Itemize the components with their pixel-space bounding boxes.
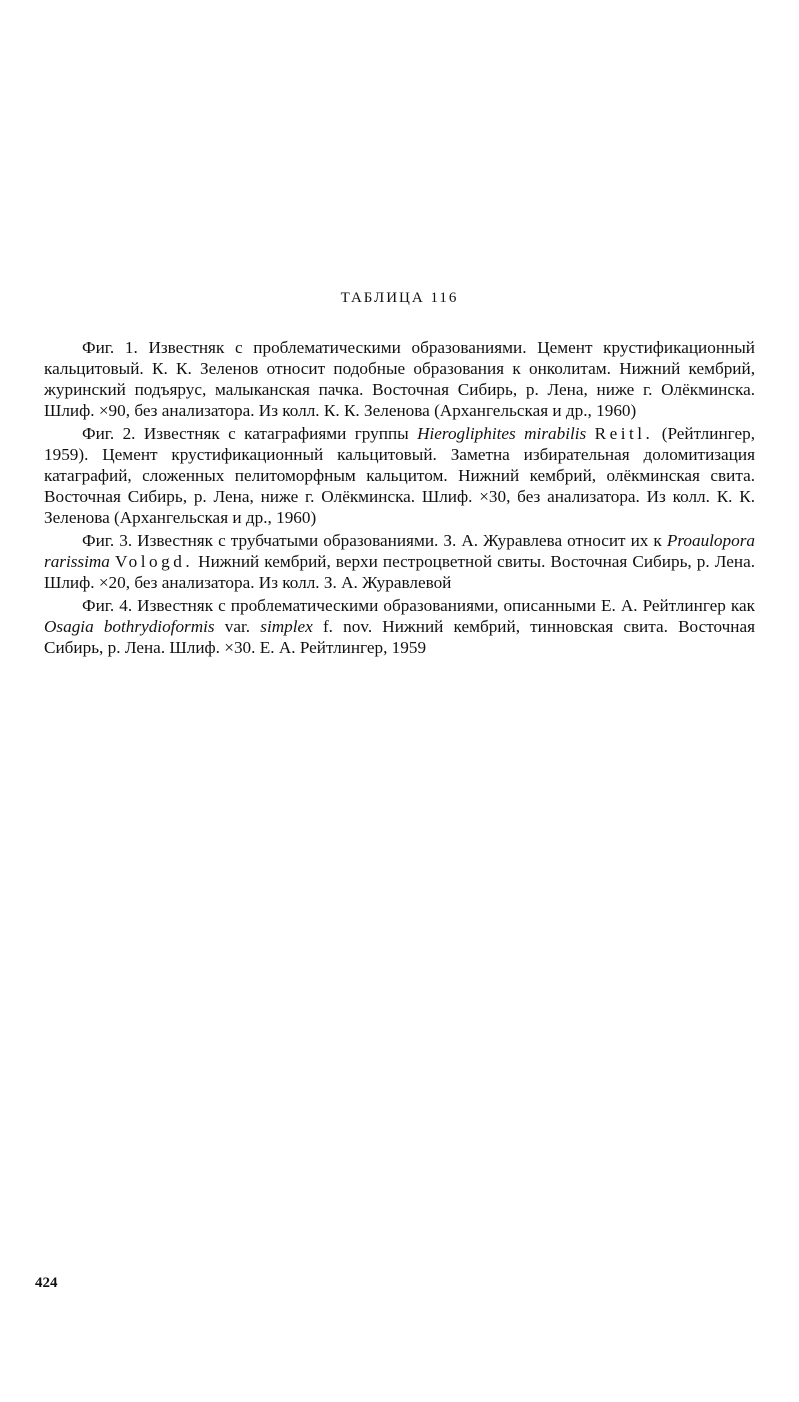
taxon-author: Reitl.: [594, 424, 654, 443]
caption-text: Нижний кембрий, верхи пестроцветной свиты. Восточная Сибирь, р. Лена. Шлиф. ×20, без анализатора. Из колл. З. А. Журавлевой: [44, 552, 755, 592]
figure-caption-4: [44, 595, 755, 658]
taxon-author: Vologd.: [114, 552, 194, 571]
figure-caption-2: [44, 423, 755, 528]
caption-text: Фиг. 2. Известняк с катаграфиями группы: [82, 424, 418, 443]
page-number: 424: [35, 1275, 58, 1291]
caption-text: f. nov. Нижний кембрий, тинновская свита. Восточная Сибирь, р. Лена. Шлиф. ×30. Е. А. Рейтлингер, 1959: [44, 617, 756, 657]
taxon-name: Hierogliphites mirabilis: [417, 424, 587, 443]
page-title: ТАБЛИЦА 116: [340, 290, 459, 306]
caption-text: var.: [214, 617, 261, 636]
taxon-name: Proaulopora rarissima: [44, 531, 755, 571]
taxon-name: Osagia bothrydioformis: [44, 617, 215, 636]
caption-text: [586, 424, 594, 443]
taxon-variety: simplex: [260, 617, 313, 636]
figure-caption-3: [44, 530, 755, 593]
figure-captions: [44, 337, 755, 660]
caption-text: Фиг. 3. Известняк с трубчатыми образованиями. З. А. Журавлева относит их к: [82, 531, 667, 550]
caption-text: Фиг. 4. Известняк с проблематическими образованиями, описанными Е. А. Рейтлингер как: [82, 596, 755, 615]
caption-text: (Рейтлингер, 1959). Цемент крустификационный кальцитовый. Заметна избирательная доломитизация катаграфий, сложенных пелитоморфным кальцитом. Нижний кембрий, олёкминская свита. Восточная Сибирь, р. Лена, ниже г. Олёкминска. Шлиф. ×30, без анализатора. Из колл. К. К. Зеленова (Архангельская и др., 1960): [44, 424, 755, 527]
caption-text: Фиг. 1. Известняк с проблематическими образованиями. Цемент крустификационный кальцитовый. К. К. Зеленов относит подобные образования к онколитам. Нижний кембрий, журинский подъярус, малыканская пачка. Восточная Сибирь, р. Лена, ниже г. Олёкминска. Шлиф. ×90, без анализатора. Из колл. К. К. Зеленова (Архангельская и др., 1960): [44, 338, 755, 420]
figure-caption-1: [44, 337, 755, 421]
